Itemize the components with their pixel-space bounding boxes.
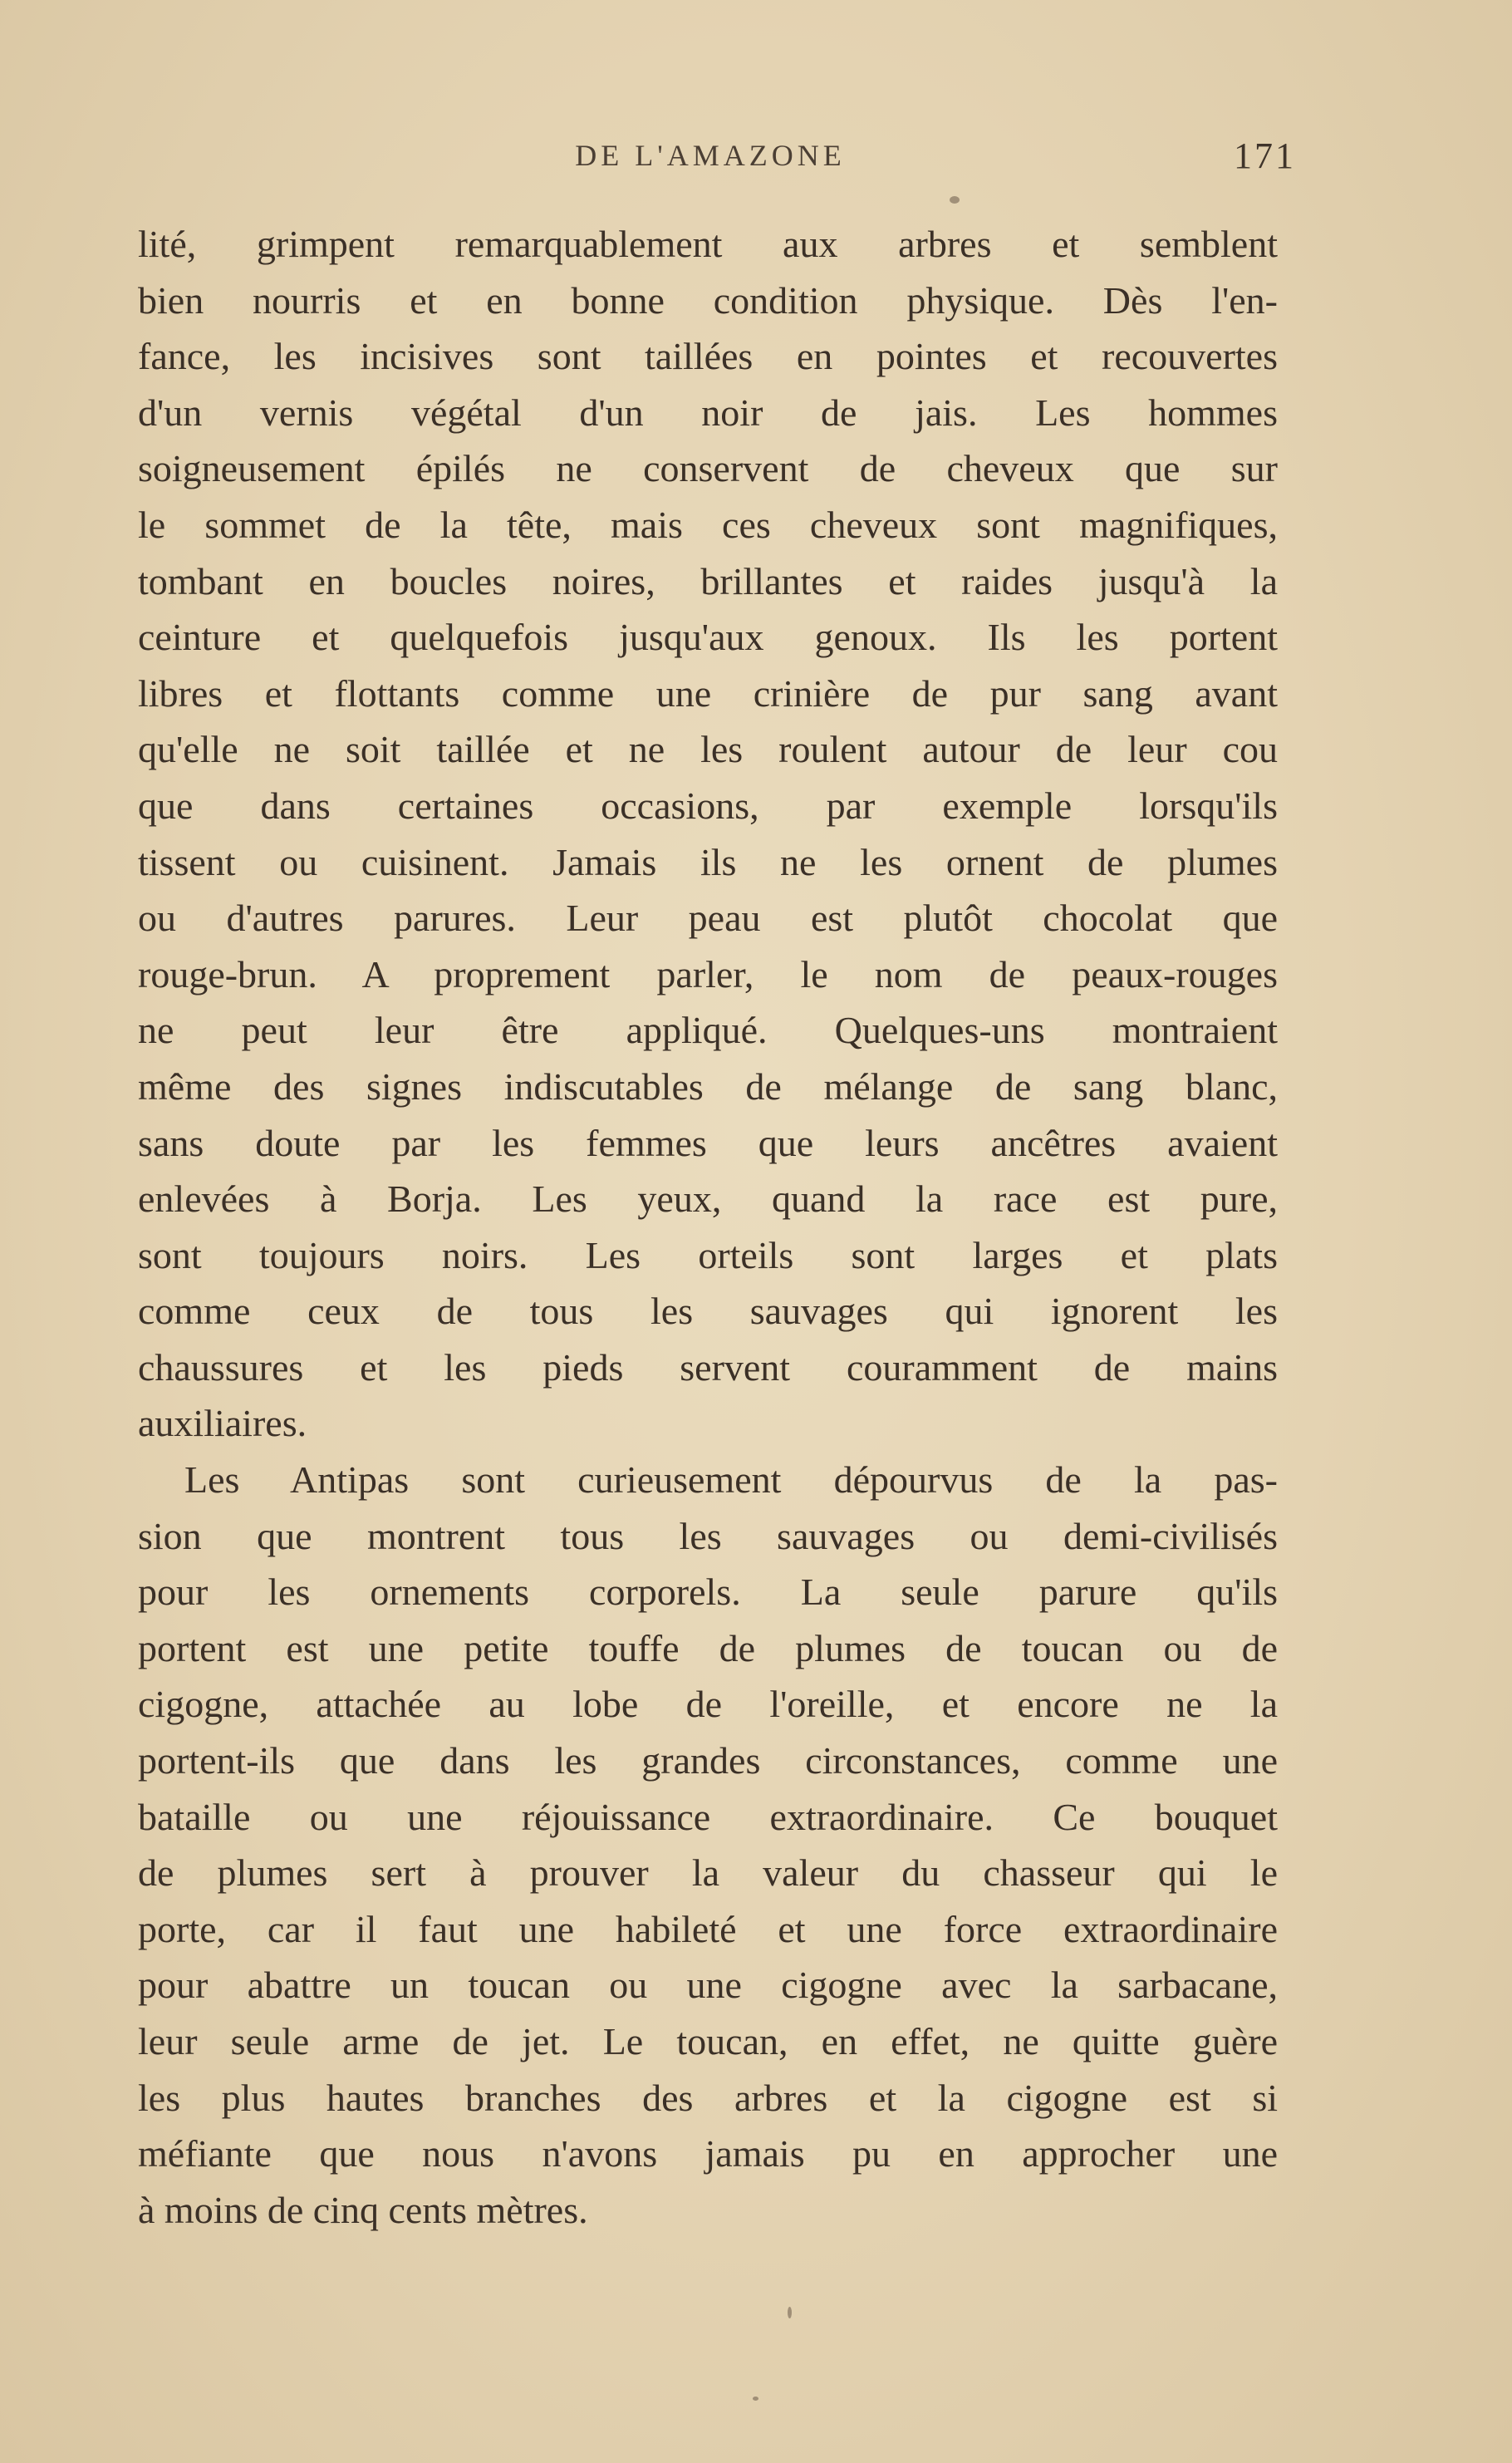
text-line: bataille ou une réjouissance extraordinaire. Ce bouquet <box>138 1795 1278 1838</box>
text-line: méfiante que nous n'avons jamais pu en approcher une <box>138 2132 1278 2175</box>
text-line: ceinture et quelquefois jusqu'aux genoux. Ils les portent <box>138 616 1278 659</box>
text-line: de plumes sert à prouver la valeur du chasseur qui le <box>138 1851 1278 1895</box>
text-line: tissent ou cuisinent. Jamais ils ne les ornent de plumes <box>138 840 1278 883</box>
text-line: même des signes indiscutables de mélange de sang blanc, <box>138 1064 1278 1108</box>
text-line: Les Antipas sont curieusement dépourvus de la pas- <box>184 1458 1278 1502</box>
text-line: fance, les incisives sont taillées en pointes et recouvertes <box>138 335 1278 378</box>
text-line: ou d'autres parures. Leur peau est plutôt chocolat que <box>138 897 1278 940</box>
text-line: d'un vernis végétal d'un noir de jais. Les hommes <box>138 391 1278 434</box>
text-line: portent est une petite touffe de plumes de toucan ou de <box>138 1626 1278 1669</box>
text-line: rouge-brun. A proprement parler, le nom de peaux-rouges <box>138 952 1278 996</box>
text-line: enlevées à Borja. Les yeux, quand la race est pure, <box>138 1177 1278 1221</box>
text-line: lité, grimpent remarquablement aux arbres et semblent <box>138 223 1278 265</box>
text-line: sans doute par les femmes que leurs ancêtres avaient <box>138 1121 1278 1164</box>
paragraph-2 <box>138 1452 1278 2238</box>
text-line: comme ceux de tous les sauvages qui ignorent les <box>138 1290 1278 1333</box>
text-line: à moins de cinq cents mètres. <box>138 2188 588 2231</box>
text-line: ne peut leur être appliqué. Quelques-uns montraient <box>138 1009 1278 1052</box>
header-title: DE L'AMAZONE <box>575 139 846 172</box>
text-line: auxiliaires. <box>138 1402 307 1445</box>
text-line: bien nourris et en bonne condition physique. Dès l'en- <box>138 278 1278 322</box>
text-line: qu'elle ne soit taillée et ne les roulent autour de leur cou <box>138 728 1278 771</box>
paragraph-1 <box>138 216 1278 1452</box>
text-line: libres et flottants comme une crinière de pur sang avant <box>138 671 1278 715</box>
body-text <box>138 216 1278 2238</box>
text-line: pour abattre un toucan ou une cigogne avec la sarbacane, <box>138 1964 1278 2007</box>
text-line: chaussures et les pieds servent couramment de mains <box>138 1345 1278 1389</box>
page-number: 171 <box>1234 135 1296 176</box>
text-line: sion que montrent tous les sauvages ou demi-civilisés <box>138 1514 1278 1557</box>
text-line: que dans certaines occasions, par exemple lorsqu'ils <box>138 784 1278 827</box>
text-line: leur seule arme de jet. Le toucan, en effet, ne quitte guère <box>138 2020 1278 2062</box>
paper-speck <box>950 196 960 204</box>
text-line: les plus hautes branches des arbres et la cigogne est si <box>138 2076 1278 2119</box>
paper-speck <box>788 2307 792 2318</box>
text-line: sont toujours noirs. Les orteils sont larges et plats <box>138 1233 1278 1276</box>
text-line: tombant en boucles noires, brillantes et raides jusqu'à la <box>138 559 1278 602</box>
running-head <box>133 135 1296 188</box>
text-line: le sommet de la tête, mais ces cheveux sont magnifiques, <box>138 503 1278 546</box>
text-line: pour les ornements corporels. La seule parure qu'ils <box>138 1571 1278 1614</box>
paper-speck <box>753 2397 758 2401</box>
text-line: cigogne, attachée au lobe de l'oreille, et encore ne la <box>138 1683 1278 1726</box>
text-line: porte, car il faut une habileté et une force extraordinaire <box>138 1907 1278 1950</box>
text-line: soigneusement épilés ne conservent de cheveux que sur <box>138 447 1278 490</box>
text-line: portent-ils que dans les grandes circonstances, comme une <box>138 1739 1278 1782</box>
